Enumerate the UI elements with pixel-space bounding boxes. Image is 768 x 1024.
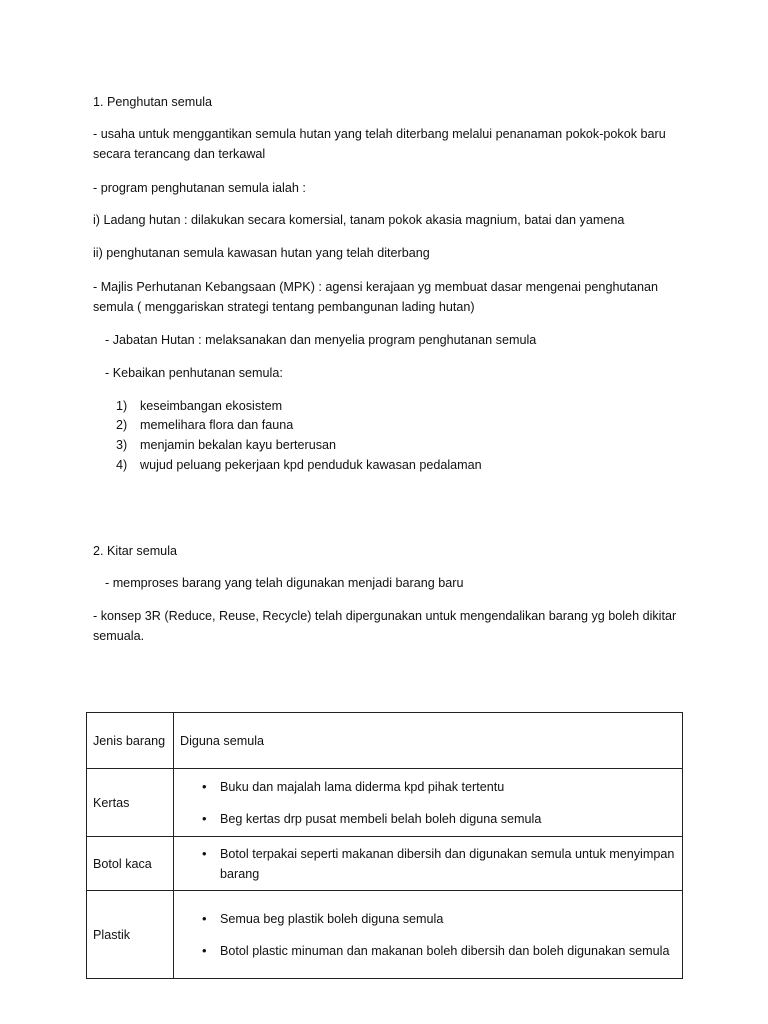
table-cell-item: Botol kaca bbox=[87, 837, 174, 891]
table-header-jenis-barang: Jenis barang bbox=[87, 713, 174, 769]
list-number: 3) bbox=[116, 438, 128, 452]
bullet-list bbox=[180, 844, 676, 884]
section-2-paragraph-konsep-3r: - konsep 3R (Reduce, Reuse, Recycle) telah dipergunakan untuk mengendalikan barang yg boleh dikitar semuala. bbox=[93, 609, 677, 643]
bullet-item: • Semua beg plastik boleh diguna semula bbox=[204, 909, 676, 929]
list-text: menjamin bekalan kayu berterusan bbox=[140, 438, 337, 452]
list-item bbox=[116, 455, 482, 475]
section-1-paragraph-jabatan-hutan: - Jabatan Hutan : melaksanakan dan menyelia program penghutanan semula bbox=[105, 333, 537, 347]
bullet-list bbox=[180, 909, 676, 961]
list-item bbox=[116, 435, 336, 455]
bullet-item: • Beg kertas drp pusat membeli belah boleh diguna semula bbox=[204, 809, 676, 829]
section-1-paragraph-program: - program penghutanan semula ialah : bbox=[93, 181, 306, 195]
table-cell-item: Plastik bbox=[87, 891, 174, 979]
table-cell-points bbox=[174, 769, 683, 837]
list-text: memelihara flora dan fauna bbox=[140, 418, 294, 432]
section-1-paragraph-mpk: - Majlis Perhutanan Kebangsaan (MPK) : agensi kerajaan yg membuat dasar mengenai penghutanan semula ( menggariskan strategi tentang pembangunan lading hutan) bbox=[93, 280, 658, 314]
table-header-diguna-semula: Diguna semula bbox=[174, 713, 683, 769]
section-1-heading: 1. Penghutan semula bbox=[93, 95, 213, 109]
bullet-item: • Botol plastic minuman dan makanan boleh dibersih dan boleh digunakan semula bbox=[204, 941, 676, 961]
table-row bbox=[87, 891, 683, 979]
section-2-paragraph-memproses: - memproses barang yang telah digunakan menjadi barang baru bbox=[105, 576, 464, 590]
bullet-item: • Botol terpakai seperti makanan dibersih dan digunakan semula untuk menyimpan barang bbox=[204, 844, 676, 884]
bullet-list bbox=[180, 777, 676, 829]
table-cell-item: Kertas bbox=[87, 769, 174, 837]
list-item bbox=[116, 396, 282, 416]
table-cell-points bbox=[174, 837, 683, 891]
recycling-table bbox=[86, 712, 683, 979]
list-number: 2) bbox=[116, 418, 128, 432]
list-number: 4) bbox=[116, 458, 128, 472]
list-number: 1) bbox=[116, 399, 128, 413]
list-text: wujud peluang pekerjaan kpd penduduk kawasan pedalaman bbox=[140, 458, 482, 472]
bullet-item: • Buku dan majalah lama diderma kpd pihak tertentu bbox=[204, 777, 676, 797]
section-1-paragraph-kebaikan: - Kebaikan penhutanan semula: bbox=[105, 366, 283, 380]
table-row bbox=[87, 837, 683, 891]
list-text: keseimbangan ekosistem bbox=[140, 399, 283, 413]
section-1-paragraph-definition: - usaha untuk menggantikan semula hutan yang telah diterbang melalui penanaman pokok-pokok baru secara terancang dan terkawal bbox=[93, 127, 666, 161]
section-2-heading: 2. Kitar semula bbox=[93, 544, 177, 558]
section-1-paragraph-ladang-hutan: i) Ladang hutan : dilakukan secara komersial, tanam pokok akasia magnium, batai dan yamena bbox=[93, 213, 625, 227]
section-1-paragraph-kawasan-hutan: ii) penghutanan semula kawasan hutan yang telah diterbang bbox=[93, 246, 430, 260]
table-header-row bbox=[87, 713, 683, 769]
table-cell-points bbox=[174, 891, 683, 979]
table-row bbox=[87, 769, 683, 837]
list-item bbox=[116, 415, 293, 435]
